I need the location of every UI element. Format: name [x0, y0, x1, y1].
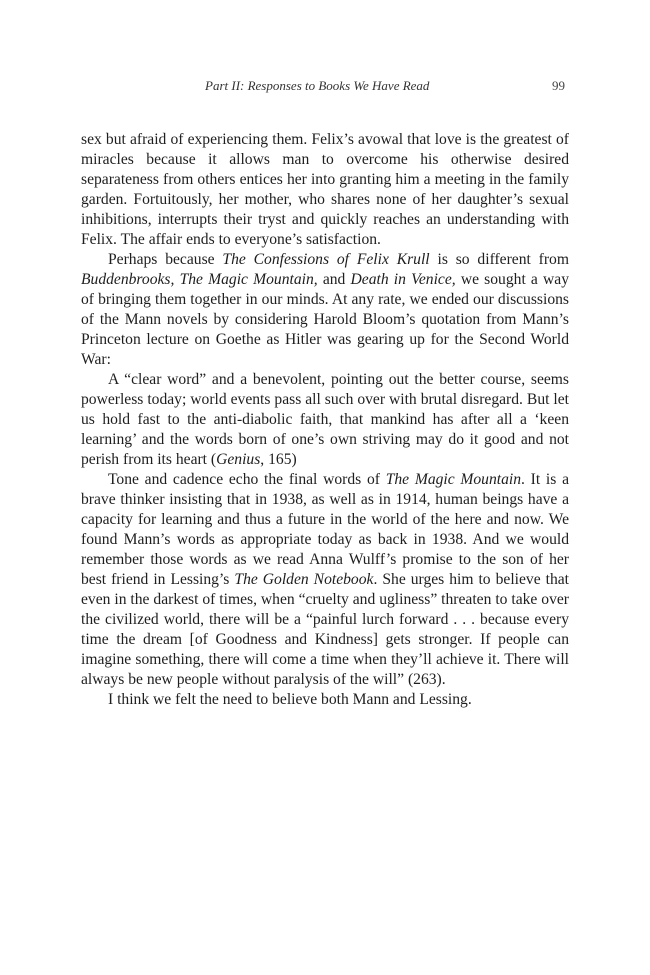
paragraph-2-text: Perhaps because	[108, 251, 223, 268]
paragraph-2-text: and	[317, 271, 351, 288]
paragraph-2-text: we sought a way of bringing them together in our minds. At any rate, we ended our discussions of the Mann novels by considering Harold Bloom’s quotation from Mann’s Princeton lecture on Goethe as Hitler was gearing up for the Second World War:	[81, 271, 569, 368]
paragraph-4	[81, 470, 569, 690]
running-header	[205, 78, 565, 94]
paragraph-4-text: Tone and cadence echo the final words of	[108, 471, 386, 488]
book-title-golden-notebook: The Golden Notebook	[234, 571, 374, 588]
paragraph-2	[81, 250, 569, 370]
running-header-title: Part II: Responses to Books We Have Read	[205, 78, 430, 93]
body-text	[81, 130, 569, 710]
book-title-magic-mountain: The Magic Mountain	[385, 471, 522, 488]
book-title-buddenbrooks-magic-mountain: Buddenbrooks, The Magic Mountain,	[81, 271, 318, 288]
book-title-felix-krull: The Confessions of Felix Krull	[222, 251, 430, 268]
block-quotation	[81, 370, 569, 470]
paragraph-1: sex but afraid of experiencing them. Felix’s avowal that love is the greatest of miracles because it allows man to overcome his otherwise desired separateness from others entices her into granting him a meeting in the family garden. Fortuitously, her mother, who shares none of her daughter’s sexual inhibitions, interrupts their tryst and quickly reaches an understanding with Felix. The affair ends to everyone’s satisfaction.	[81, 131, 569, 248]
paragraph-4-text: . She urges him to believe that even in the darkest of times, when “cruelty and ugliness” threaten to take over the civilized world, there will be a “painful lurch forward . . . because every time the dream [of Goodness and Kindness] gets stronger. If people can imagine something, there will come a time when they’ll achieve it. There will always be new people without paralysis of the will” (263).	[81, 571, 570, 688]
page-number: 99	[552, 78, 565, 93]
paragraph-5: I think we felt the need to believe both Mann and Lessing.	[108, 691, 472, 708]
paragraph-2-text: is so different from	[429, 251, 569, 268]
citation-title-genius: Genius	[216, 451, 261, 468]
citation-page: , 165)	[260, 451, 297, 468]
quotation-text: A “clear word” and a benevolent, pointing out the better course, seems powerless today; world events pass all such over with brutal disregard. But let us hold fast to the anti-diabolic faith, that mankind has after all a ‘keen learning’ and the words born of one’s own striving may do it good and not perish from its heart (	[81, 371, 569, 468]
paragraph-4-text: . It is a brave thinker insisting that in 1938, as well as in 1914, human beings have a capacity for learning and thus a future in the world of the here and now. We found Mann’s words as appropriate today as back in 1938. And we would remember those words as we read Anna Wulff’s promise to the son of her best friend in Lessing’s	[81, 471, 569, 588]
book-title-death-in-venice: Death in Venice,	[350, 271, 456, 288]
